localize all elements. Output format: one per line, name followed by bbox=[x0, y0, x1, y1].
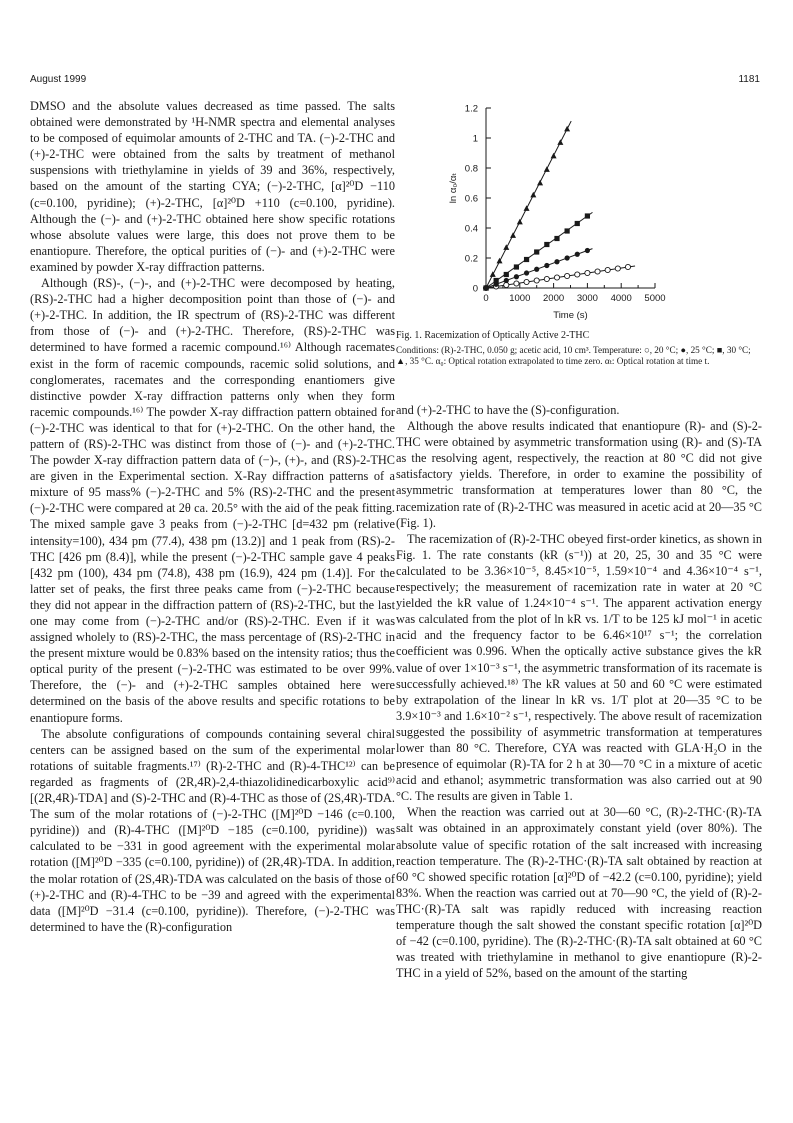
data-point-filled-circle bbox=[565, 255, 570, 260]
data-point-open-circle bbox=[514, 281, 519, 286]
data-point-filled-triangle bbox=[510, 232, 516, 238]
data-point-open-circle bbox=[605, 267, 610, 272]
right-column bbox=[396, 402, 762, 981]
page-number: 1181 bbox=[738, 74, 760, 85]
data-point-open-circle bbox=[585, 270, 590, 275]
paragraph: Although the above results indicated that enantiopure (R)- and (S)-2-THC were obtained by asymmetric transformation using (R)- and (S)-TA as the resolving agent, respectively, the reaction at 80 °C did not give satisfactory yields. Therefore, in order to examine the possibility of asymmetric transformation at temperatures lower than 80 °C, the racemization rate of (R)-2-THC was measured in acetic acid at 20—35 °C (Fig. 1). bbox=[396, 419, 762, 530]
data-point-open-circle bbox=[524, 279, 529, 284]
x-tick-label: 2000 bbox=[543, 293, 565, 304]
data-point-filled-square bbox=[524, 257, 529, 262]
data-point-filled-triangle bbox=[564, 126, 570, 132]
data-point-open-circle bbox=[595, 269, 600, 274]
data-point-filled-square bbox=[575, 221, 580, 226]
data-point-filled-square bbox=[554, 236, 559, 241]
data-point-filled-square bbox=[544, 242, 549, 247]
data-point-filled-circle bbox=[514, 274, 519, 279]
data-point-filled-circle bbox=[585, 248, 590, 253]
y-axis-title: ln α₀/αₜ bbox=[448, 172, 459, 204]
data-point-filled-circle bbox=[504, 278, 509, 283]
data-point-filled-square bbox=[585, 213, 590, 218]
x-tick-label: 5000 bbox=[644, 293, 666, 304]
figure-caption-title: Fig. 1. Racemization of Optically Active 2-THC bbox=[396, 330, 590, 341]
series-open-circle bbox=[483, 264, 635, 290]
data-point-filled-triangle bbox=[551, 153, 557, 159]
y-tick-label: 0 bbox=[472, 283, 478, 295]
paragraph: The racemization of (R)-2-THC obeyed first-order kinetics, as shown in Fig. 1. The rate constants (kR (s⁻¹)) at 20, 25, 30 and 35 °C were calculated to be 3.36×10⁻⁵, 8.45×10⁻⁵, 1.59×10⁻⁴ and 4.36×10⁻⁴ s⁻¹, respectively; the measurement of racemization rate in water at 20 °C yielded the kR value of 1.24×10⁻⁴ s⁻¹. The apparent activation energy was calculated from the plot of ln kR vs. 1/T to be 125 kJ mol⁻¹ in acetic acid and the frequency factor to be 6.46×10¹⁷ s⁻¹; the correlation coefficient was 0.996. When the optically active substance gives the kR value of over 1×10⁻³ s⁻¹, the asymmetric transformation of its racemate is successfully achieved.¹⁸⁾ The kR values at 50 and 60 °C were estimated by extrapolation of the linear ln kR vs. 1/T plot at 20—35 °C to be 3.9×10⁻³ and 1.6×10⁻² s⁻¹, respectively. The above result of racemization suggested the possibility of asymmetric transformation at temperatures lower than 80 °C. Therefore, CYA was reacted with GLA·H₂O in the presence of equimolar (R)-TA for 2 h at 30—70 °C in a mixture of acetic acid and ethanol; asymmetric transformation was also carried out at 90 °C. The results are given in Table 1. bbox=[396, 531, 762, 804]
data-point-filled-triangle bbox=[497, 258, 503, 264]
y-tick-label: 0.6 bbox=[464, 193, 478, 205]
data-point-open-circle bbox=[534, 278, 539, 283]
racemization-chart bbox=[395, 98, 760, 328]
paragraph: DMSO and the absolute values decreased as time passed. The salts obtained were demonstrated by ¹H-NMR spectra and elemental analyses to be composed of equimolar amounts of 2-THC and TA. (−)-2-THC and (+)-2-THC were obtained from the salts by treatment of methanol suspensions with triethylamine in yields of 39 and 36%, respectively, based on the amount of the starting CYA; (−)-2-THC, [α]²⁰D −110 (c=0.100, pyridine); (+)-2-THC, [α]²⁰D +110 (c=0.100, pyridine). Although the (−)- and (+)-2-THC obtained here show specific rotations whose absolute values were large, this does not prove them to be enantiopure. Therefore, the optical purities of (−)- and (+)-2-THC were examined by powder X-ray diffraction patterns. bbox=[30, 99, 395, 274]
running-header-date: August 1999 bbox=[30, 74, 87, 85]
y-tick-label: 1.2 bbox=[464, 103, 478, 115]
data-point-filled-circle bbox=[534, 267, 539, 272]
x-tick-label: 4000 bbox=[610, 293, 632, 304]
data-point-filled-circle bbox=[524, 270, 529, 275]
data-point-filled-square bbox=[504, 272, 509, 277]
data-point-filled-circle bbox=[554, 259, 559, 264]
y-tick-label: 0.2 bbox=[464, 253, 478, 265]
data-point-filled-triangle bbox=[544, 166, 550, 172]
data-point-open-circle bbox=[544, 276, 549, 281]
data-point-filled-square bbox=[514, 264, 519, 269]
data-point-open-circle bbox=[625, 264, 630, 269]
data-point-filled-triangle bbox=[490, 271, 496, 277]
data-point-open-circle bbox=[575, 272, 580, 277]
data-point-filled-square bbox=[534, 249, 539, 254]
paragraph: Although (RS)-, (−)-, and (+)-2-THC were decomposed by heating, (RS)-2-THC had a higher decomposition point than those of (−)- and (+)-2-THC. In addition, the IR spectrum of (RS)-2-THC was different from those of (−)- and (+)-2-THC. Therefore, (RS)-2-THC was determined to have formed a racemic compound.¹⁶⁾ Although racemates exist in the form of racemic compounds, racemic solid solutions, and conglomerates, racemates and the corresponding enantiomers give distinctive powder X-ray diffraction patterns only when they form racemic compounds.¹⁶⁾ The powder X-ray diffraction pattern obtained for (−)-2-THC was identical to that for (+)-2-THC. On the other hand, the pattern of (RS)-2-THC was distinct from those of (−)- and (+)-2-THC. The powder X-ray diffraction pattern data of (−)-, (+)-, and (RS)-2-THC are given in the Experimental section. X-Ray diffraction patterns of a mixture of 95 mass% (−)-2-THC and 5% (RS)-2-THC and the present (−)-2-THC were compared at 2θ ca. 20.5° with the aid of the peak fitting. The mixed sample gave 3 peaks from (−)-2-THC [d=432 pm (relative intensity=100), 434 pm (77.4), 438 pm (13.2)] and 1 peak from (RS)-2-THC [426 pm (8.4)], while the present (−)-2-THC sample gave 4 peaks [432 pm (100), 434 pm (74.8), 438 pm (16.9), 424 pm (1.4)]. For the latter set of peaks, the first three peaks came from (−)-2-THC because they did not appear in the diffraction pattern of (RS)-2-THC, but the last one may come from (−)-2-THC and/or (RS)-2-THC. Even if it was assigned wholely to (RS)-2-THC, the mass percentage of (RS)-2-THC in the present mixture would be 0.83% based on the intensity ratios; thus the optical purity of the present (−)-2-THC was estimated to be over 99%. Therefore, the (−)- and (+)-2-THC samples obtained here were determined on the basis of the above results and specific rotations to be enantiopure forms. bbox=[30, 276, 395, 725]
paragraph: When the reaction was carried out at 30—60 °C, (R)-2-THC·(R)-TA salt was obtained in an approximately constant yield (over 80%). The absolute value of specific rotation of the salt increased with increasing reaction temperature. The (R)-2-THC·(R)-TA salt obtained by reaction at 60 °C showed specific rotation [α]²⁰D of −42.2 (c=0.100, pyridine); yield 83%. When the reaction was carried out at 70—90 °C, the yield of (R)-2-THC·(R)-TA salt was rapidly reduced with increasing reaction temperature though the salt showed the constant specific rotation [α]²⁰D of −42 (c=0.100, pyridine). The (R)-2-THC·(R)-TA salt obtained at 60 °C was treated with triethylamine in methanol to give enantiopure (R)-2-THC in a yield of 52%, based on the amount of the starting bbox=[396, 805, 762, 981]
data-point-filled-square bbox=[494, 278, 499, 283]
series-filled-triangle bbox=[483, 121, 571, 290]
data-point-filled-triangle bbox=[557, 139, 563, 145]
data-point-filled-square bbox=[565, 228, 570, 233]
x-axis-title: Time (s) bbox=[553, 310, 588, 321]
data-point-filled-triangle bbox=[517, 219, 523, 225]
left-column bbox=[30, 98, 395, 935]
data-point-open-circle bbox=[504, 282, 509, 287]
data-point-open-circle bbox=[554, 275, 559, 280]
figure-caption-body: Conditions: (R)-2-THC, 0.050 g; acetic acid, 10 cm³. Temperature: ○, 20 °C; ●, 25 °C; ■, 30 °C; ▲, 35 °C. α₀: Optical rotation extrapolated to time zero. αₜ: Optical rotation at time t. bbox=[396, 344, 751, 366]
data-point-filled-circle bbox=[575, 252, 580, 257]
y-tick-label: 0.4 bbox=[464, 223, 478, 235]
x-tick-label: 3000 bbox=[576, 293, 598, 304]
paragraph: and (+)-2-THC to have the (S)-configuration. bbox=[396, 403, 620, 417]
x-tick-label: 1000 bbox=[509, 293, 531, 304]
data-point-open-circle bbox=[565, 273, 570, 278]
data-point-open-circle bbox=[615, 266, 620, 271]
figure-caption bbox=[396, 330, 751, 368]
data-point-filled-triangle bbox=[530, 192, 536, 198]
x-tick-label: 0 bbox=[483, 293, 489, 304]
data-point-filled-triangle bbox=[524, 205, 530, 211]
y-tick-label: 0.8 bbox=[464, 163, 478, 175]
paragraph: The absolute configurations of compounds containing several chiral centers can be assigned based on the sum of the experimental molar rotations of suitable fragments.¹⁷⁾ (R)-2-THC and (R)-4-THC¹²⁾ can be regarded as fragments of (2R,4R)-2,4-thiazolidinedicarboxylic acid⁹⁾ [(2R,4R)-TDA] and (S)-2-THC and (R)-4-THC as those of (2S,4R)-TDA. The sum of the molar rotations of (−)-2-THC ([M]²⁰D −146 (c=0.100, pyridine)) and (R)-4-THC ([M]²⁰D −185 (c=0.100, pyridine)) was calculated to be −331 in good agreement with the experimental molar rotation ([M]²⁰D −335 (c=0.100, pyridine)) of (2R,4R)-TDA. In addition, the molar rotation of (2S,4R)-TDA was calculated on the basis of those of (+)-2-THC and (R)-4-THC to be −39 and agreed with the experimental data ([M]²⁰D −31.4 (c=0.100, pyridine)). Therefore, (−)-2-THC was determined to have the (R)-configuration bbox=[30, 726, 395, 934]
y-tick-label: 1 bbox=[472, 133, 478, 145]
data-point-filled-triangle bbox=[537, 180, 543, 186]
data-point-filled-circle bbox=[544, 263, 549, 268]
